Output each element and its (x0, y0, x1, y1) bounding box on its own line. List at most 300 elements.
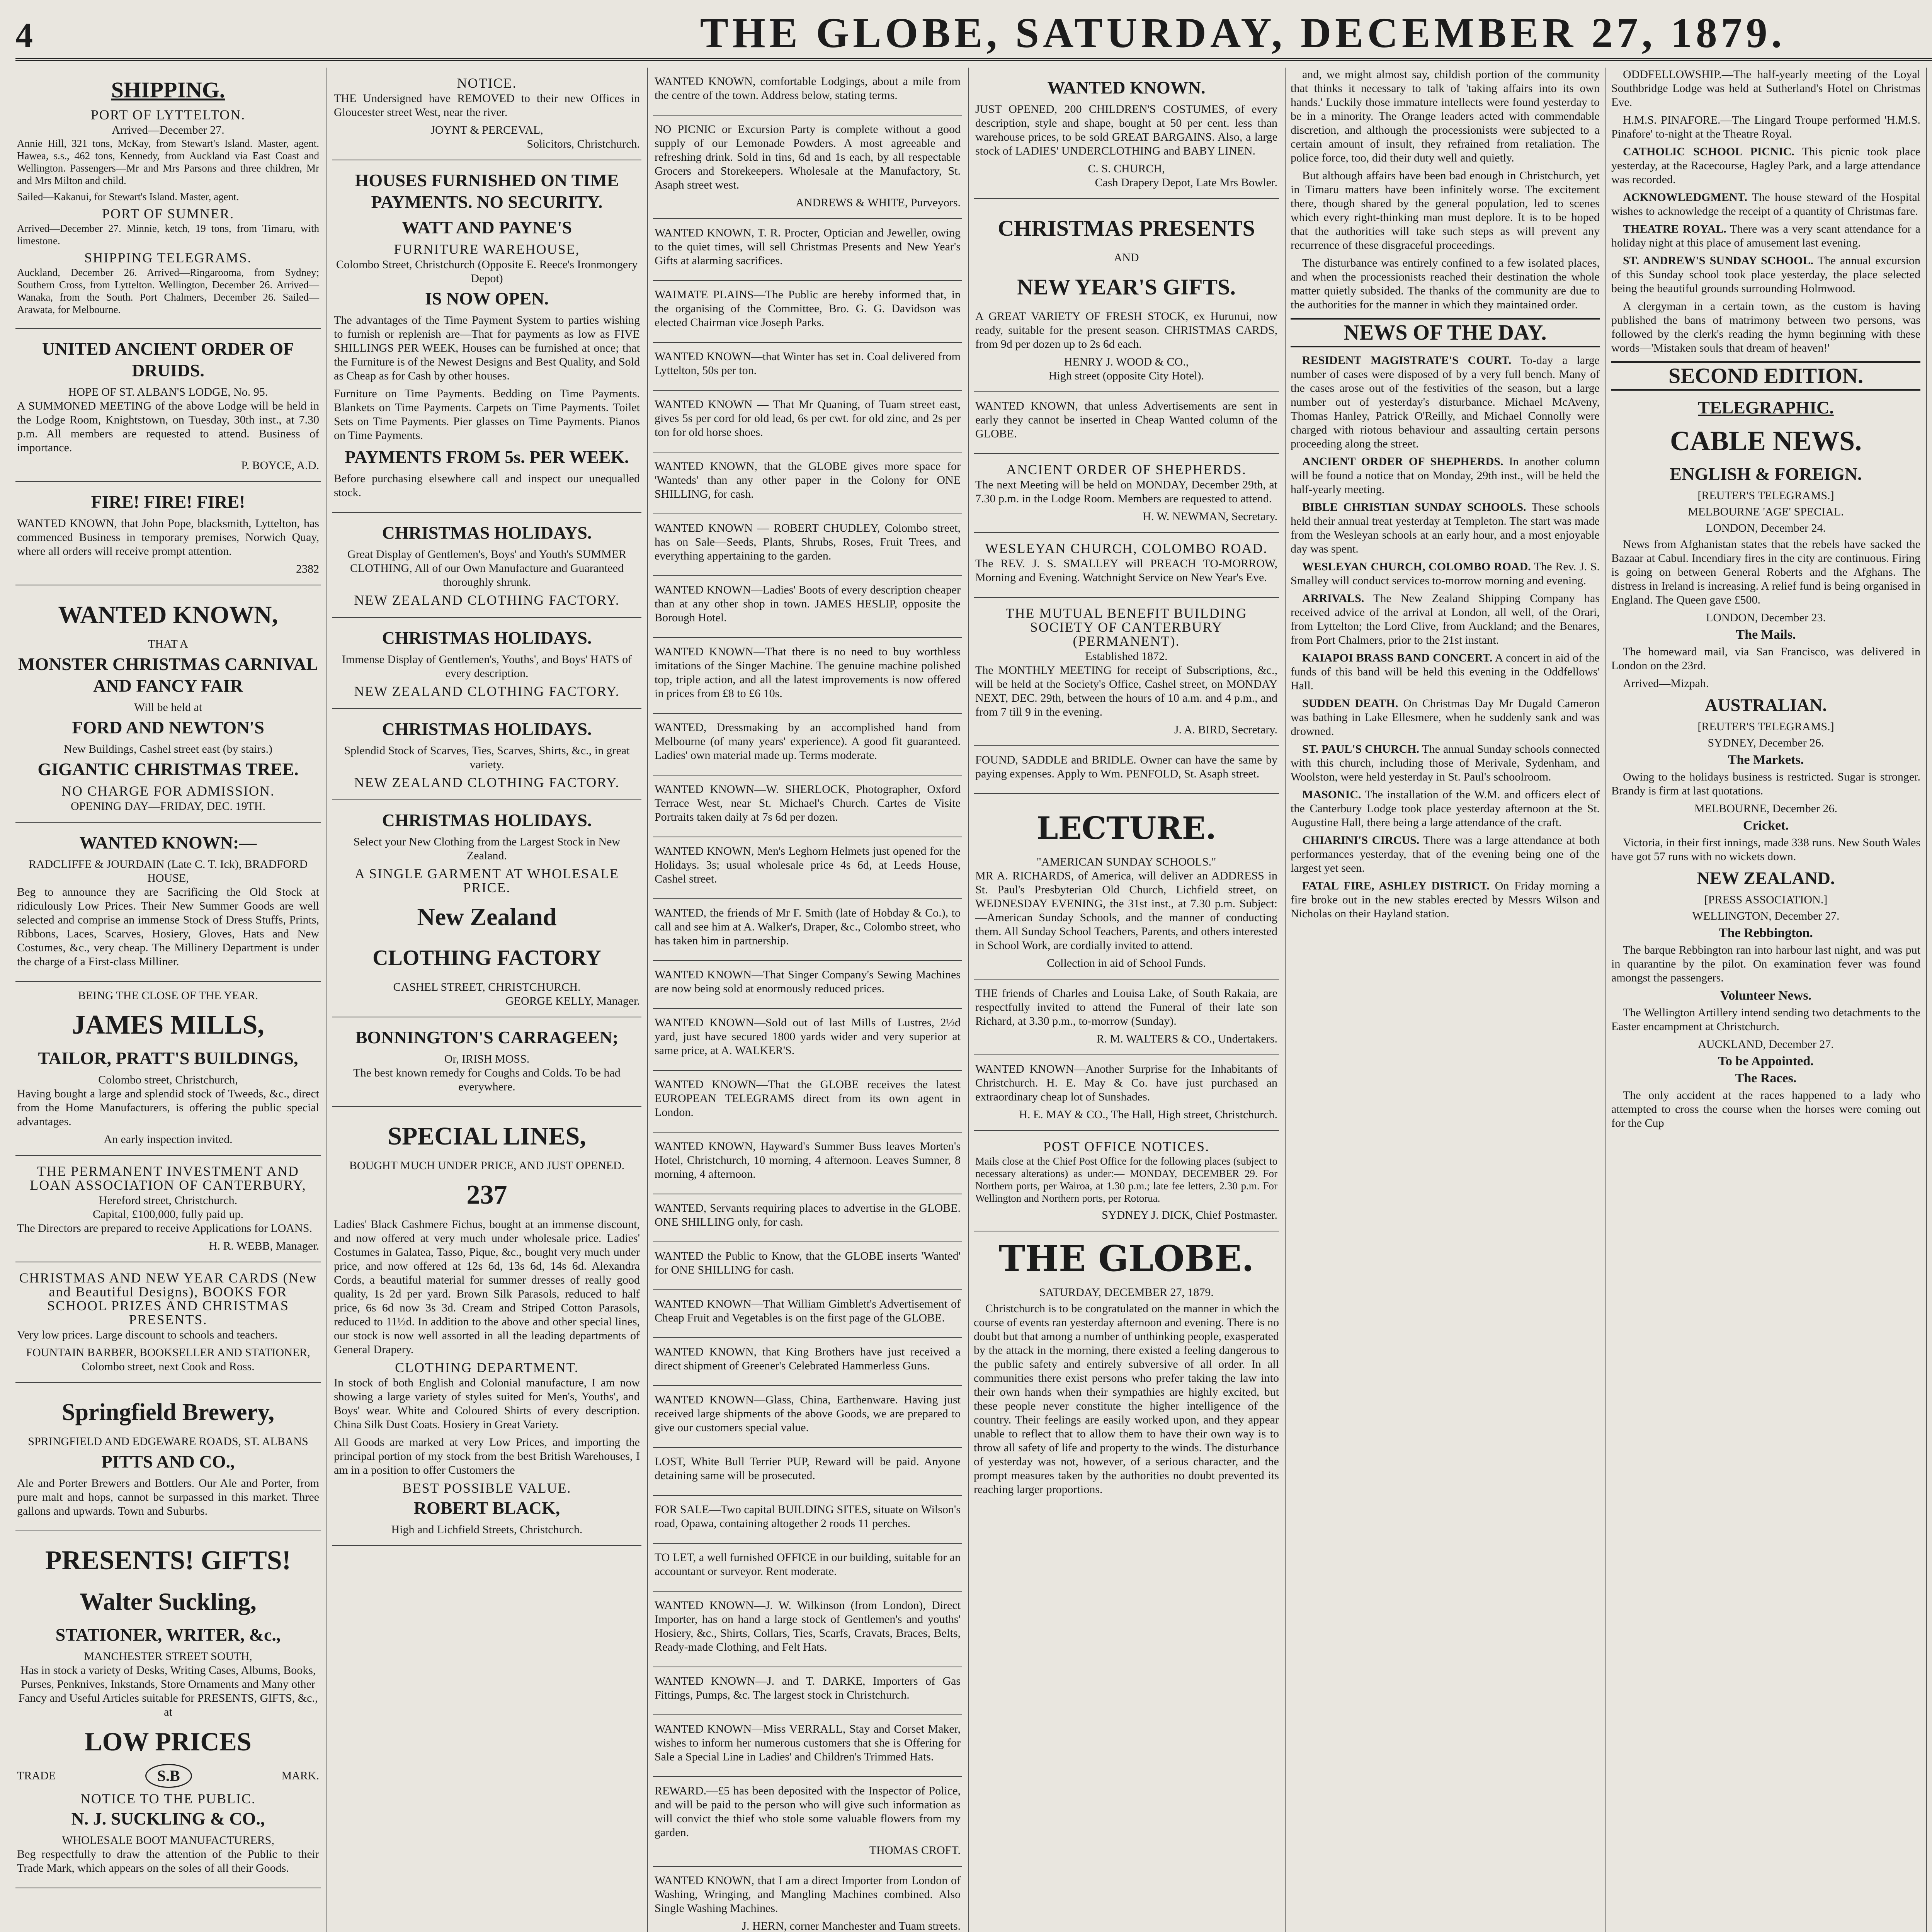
news-item-text: In another column will be found a notice that on Monday, 29th inst., will be held the half-yearly meeting. (1291, 455, 1600, 496)
wanted-glass (653, 1386, 962, 1448)
gifts-low-prices: LOW PRICES (85, 1727, 252, 1756)
wanted-globe-space (653, 452, 962, 514)
druids-lodge: HOPE OF ST. ALBAN'S LODGE, No. 95. (68, 386, 268, 398)
loan-text: The Directors are prepared to receive Applications for LOANS. (17, 1222, 312, 1235)
shepherds-ad (974, 454, 1279, 533)
black-text: All Goods are marked at very Low Prices, and importing the principal portion of my stock from the best British Warehouses, I am in a position to offer Customers the (334, 1436, 640, 1476)
clothing-text: In stock of both English and Colonial manufacture, I am now showing a large variety of styles suited for Men's, Youths', and Boys' wear. White and Coloured Shirts of every description. China Silk Dust Coats. Hosiery in Great Variety. (334, 1376, 640, 1431)
london-text: News from Afghanistan states that the rebels have sacked the Bazaar at Cabul. Incendiary fires in the city are continuous. Firing is going on between General Roberts and the Afghans. The distress in Ireland is increasing. A relief fund is being organised in England. The Queen gave £500. (1611, 538, 1920, 606)
wanted-public (653, 1242, 962, 1290)
black-name: ROBERT BLACK, (413, 1498, 560, 1518)
notice-text: THE Undersigned have REMOVED to their new Offices in Gloucester street West, near the river. (334, 92, 640, 119)
news-item (1291, 455, 1600, 497)
black-address: High and Lichfield Streets, Christchurch. (391, 1523, 583, 1536)
special-heading: SPECIAL LINES, (388, 1122, 586, 1150)
special-sub: BOUGHT MUCH UNDER PRICE, AND JUST OPENED. (349, 1159, 625, 1172)
cricket-heading: Cricket. (1743, 818, 1789, 833)
watt-payne-ad (332, 160, 641, 513)
sumner-text: Arrived—December 27. Minnie, ketch, 19 tons, from Timaru, with limestone. (17, 223, 319, 247)
column-5 (1291, 68, 1600, 1932)
for-sale-ad (653, 1496, 962, 1544)
watt-sub: FURNITURE WAREHOUSE, (394, 242, 580, 257)
news-item: ODDFELLOWSHIP.—The half-yearly meeting of the Loyal Southbridge Lodge was held at Sutherland's Hotel on Christmas Eve. (1611, 68, 1920, 109)
ad-text: WANTED KNOWN, Men's Leghorn Helmets just opened for the Holidays. 3s; usual wholesale price 4s 6d, at Leeds House, Cashel street. (655, 845, 961, 885)
column-6 (1611, 68, 1920, 1932)
church-costumes-ad (974, 68, 1279, 199)
news-item-text: The annual Sunday schools connected with this church, including those of Merivale, Sydenham, and Woolston, were held yesterday in St. Paul's schoolroom. (1291, 743, 1600, 783)
carnival-venue: FORD AND NEWTON'S (72, 718, 264, 737)
lecture-heading: LECTURE. (1036, 810, 1216, 846)
post-signature: SYDNEY J. DICK, Chief Postmaster. (1102, 1209, 1277, 1221)
suckling-text: Beg respectfully to draw the attention of the Public to their Trade Mark, which appears on the soles of all their Goods. (17, 1848, 319, 1874)
column-rule (647, 68, 648, 1932)
news-item-head: SUDDEN DEATH. (1302, 697, 1398, 710)
found-ad (974, 746, 1279, 794)
holidays-text-4: Select your New Clothing from the Largest Stock in New Zealand. (353, 835, 621, 862)
wk-firm-2: Cash Drapery Depot, Late Mrs Bowler. (1095, 176, 1277, 189)
news-item-head: CHIARINI'S CIRCUS. (1302, 834, 1420, 847)
mills-name: JAMES MILLS, (72, 1010, 264, 1040)
news-item (1611, 145, 1920, 187)
gifts-name: Walter Suckling, (80, 1588, 257, 1615)
shepherds-heading: ANCIENT ORDER OF SHEPHERDS. (1006, 462, 1247, 477)
carnival-opening: OPENING DAY—FRIDAY, DEC. 19TH. (71, 800, 265, 813)
ad-text: WANTED, Servants requiring places to advertise in the GLOBE. ONE SHILLING only, for cash. (655, 1202, 961, 1228)
fire-text: WANTED KNOWN, that John Pope, blacksmith, Lyttelton, has commenced Business in temporary premises, Norwich Quay, where all orders will receive prompt attention. (17, 517, 319, 558)
watt-list: Furniture on Time Payments. Bedding on Time Payments. Blankets on Time Payments. Carpets on Time Payments. Toilet Sets on Time Payments. Pier glasses on Time Payments. Pianos on Time Payments. (334, 387, 640, 442)
wanted-gimblett (653, 1290, 962, 1338)
nz-address: CASHEL STREET, CHRISTCHURCH. (393, 981, 581, 993)
wanted-singer (653, 638, 962, 714)
globe-editorial (974, 1238, 1279, 1497)
mills-text: Having bought a large and splendid stock of Tweeds, &c., direct from the Home Manufacturers, is offering the public special advantages. (17, 1087, 319, 1128)
holidays-ad-4 (332, 800, 641, 1017)
ad-text: WANTED KNOWN, T. R. Procter, Optician and Jeweller, owing to the quiet times, will sell Christmas Presents and New Year's Gifts at alarming sacrifices. (655, 226, 961, 267)
loan-capital: Capital, £100,000, fully paid up. (93, 1208, 243, 1221)
column-2 (332, 68, 641, 1932)
loan-heading: THE PERMANENT INVESTMENT AND LOAN ASSOCIATION OF CANTERBURY, (30, 1163, 306, 1193)
london-dateline-2: LONDON, December 23. (1706, 611, 1826, 624)
mills-address: Colombo street, Christchurch, (98, 1073, 238, 1086)
ad-text: TO LET, a well furnished OFFICE in our building, suitable for an accountant or surveyor. Rent moderate. (655, 1551, 961, 1578)
wanted-chudley (653, 514, 962, 576)
watt-call: Before purchasing elsewhere call and inspect our unequalled stock. (334, 472, 640, 499)
news-item (1291, 651, 1600, 693)
holidays-ad-1 (332, 513, 641, 618)
james-mills-ad (15, 982, 321, 1156)
ad-text: WANTED KNOWN—Ladies' Boots of every description cheaper than at any other shop in town. JAMES HESLIP, opposite the Borough Hotel. (655, 583, 961, 624)
mutual-established: Established 1872. (1085, 650, 1168, 663)
mills-inspection: An early inspection invited. (104, 1133, 233, 1146)
wanted-surprise (974, 1055, 1279, 1131)
races-text: The only accident at the races happened to a lady who attempted to cross the course when the horses were coming out for the Cup (1611, 1089, 1920, 1129)
column-1 (15, 68, 321, 1932)
reuters: [REUTER'S TELEGRAMS.] (1697, 489, 1834, 502)
page-number: 4 (15, 16, 33, 54)
news-item (1291, 833, 1600, 875)
news-item-head: WESLEYAN CHURCH, COLOMBO ROAD. (1302, 560, 1531, 573)
carrageen-sub: Or, IRISH MOSS. (444, 1053, 530, 1065)
masthead (15, 8, 1932, 61)
ad-text: WANTED KNOWN—Glass, China, Earthenware. Having just received large shipments of the above Goods, we are prepared to give our customers special value. (655, 1393, 961, 1434)
wanted-procter (653, 219, 962, 281)
ad-text: NO PICNIC or Excursion Party is complete without a good supply of our Lemonade Powders. A most agreeable and refreshing drink. Sold in tins, 6d and 1s each, by all respectable Grocers and Storekeepers. Wholesale at the Manufactory, St. Asaph street west. (655, 123, 961, 191)
xmas-heading: CHRISTMAS PRESENTS (998, 216, 1255, 241)
column-rule (1605, 68, 1606, 1932)
removal-notice (332, 68, 641, 160)
single-garment: A SINGLE GARMENT AT WHOLESALE PRICE. (354, 866, 619, 895)
news-item-head: THEATRE ROYAL. (1623, 223, 1726, 235)
holidays-heading: CHRISTMAS HOLIDAYS. (382, 810, 592, 830)
nz-clothing-factory: NEW ZEALAND CLOTHING FACTORY. (354, 592, 620, 608)
ad-text: WANTED KNOWN — ROBERT CHUDLEY, Colombo street, has on Sale—Seeds, Plants, Shrubs, Roses, Fruit Trees, and everything appertaining to the garden. (655, 522, 961, 562)
news-item (1291, 879, 1600, 921)
masthead-title: THE GLOBE, SATURDAY, DECEMBER 27, 1879. (700, 9, 1786, 56)
watt-address: Colombo Street, Christchurch (Opposite E. Reece's Ironmongery Depot) (336, 258, 638, 285)
ad-text: WANTED, Dressmaking by an accomplished hand from Melbourne (of many years' experience). A good fit guaranteed. Ladies' own material made up. Terms moderate. (655, 721, 961, 762)
globe-date: SATURDAY, DECEMBER 27, 1879. (1039, 1286, 1214, 1299)
nz-clothing-factory: NEW ZEALAND CLOTHING FACTORY. (354, 775, 620, 790)
news-item-head: BIBLE CHRISTIAN SUNDAY SCHOOLS. (1302, 501, 1526, 514)
waimate-plains (653, 281, 962, 343)
wanted-early (974, 392, 1279, 454)
news-of-the-day-heading: NEWS OF THE DAY. (1291, 318, 1600, 347)
holidays-ad-3 (332, 709, 641, 800)
ad-text: WANTED KNOWN—That William Gimblett's Advertisement of Cheap Fruit and Vegetables is on the first page of the GLOBE. (655, 1298, 961, 1324)
news-item-head: KAIAPOI BRASS BAND CONCERT. (1302, 651, 1493, 664)
holidays-heading: CHRISTMAS HOLIDAYS. (382, 523, 592, 543)
funeral-notice (974, 980, 1279, 1055)
markets-text: Owing to the holidays business is restricted. Sugar is stronger. Brandy is firm at last quotations. (1611, 770, 1920, 797)
wesleyan-heading: WESLEYAN CHURCH, COLOMBO ROAD. (985, 541, 1268, 556)
wellington-dateline: WELLINGTON, December 27. (1692, 910, 1840, 922)
news-item (1611, 222, 1920, 250)
xmas-and: AND (1114, 251, 1139, 264)
wk-firm: C. S. CHURCH, (1088, 162, 1165, 175)
wk-text: JUST OPENED, 200 CHILDREN'S COSTUMES, of every description, style and shape, bought at 50 per cent. less than warehouse prices, to be sold GREAT BARGAINS. Also, a large stock of LADIES' UNDERCLOTHING and BABY LINEN. (975, 103, 1277, 157)
news-item-head: FATAL FIRE, ASHLEY DISTRICT. (1302, 879, 1490, 892)
wanted-sewing (653, 961, 962, 1009)
nz-heading: NEW ZEALAND. (1697, 868, 1835, 888)
bradford-house-ad (15, 823, 321, 982)
holidays-text-2: Immense Display of Gentlemen's, Youths', and Boys' HATS of every description. (342, 653, 632, 680)
trade-mark-right: MARK. (281, 1769, 319, 1782)
carrageen-heading: BONNINGTON'S CARRAGEEN; (355, 1027, 619, 1047)
druids-heading: UNITED ANCIENT ORDER OF DRUIDS. (42, 339, 294, 380)
appointed-heading: To be Appointed. (1718, 1054, 1814, 1068)
brewery-ad (15, 1383, 321, 1531)
notice-public: NOTICE TO THE PUBLIC. (80, 1791, 256, 1806)
surprise-text: WANTED KNOWN—Another Surprise for the Inhabitants of Christchurch. H. E. May & Co. have just purchased an extraordinary cheap lot of Sunshades. (975, 1063, 1277, 1103)
holidays-ad-2 (332, 618, 641, 709)
ad-text: WANTED KNOWN—That the GLOBE receives the latest EUROPEAN TELEGRAMS direct from its own agent in London. (655, 1078, 961, 1119)
special-number: 237 (466, 1180, 507, 1210)
carnival-ad (15, 585, 321, 823)
column-rule (1285, 68, 1286, 1932)
news-item (1291, 354, 1600, 451)
carnival-heading: WANTED KNOWN, (58, 601, 278, 628)
carnival-tree: GIGANTIC CHRISTMAS TREE. (37, 759, 299, 779)
news-item-text: There was a large attendance at both performances yesterday, that of the evening being one of the largest yet seen. (1291, 834, 1600, 874)
ad-text: WANTED KNOWN—Miss VERRALL, Stay and Corset Maker, wishes to inform her numerous customers that she is Offering for Sale a Special Line in Ladies' and Children's Trimmed Hats. (655, 1723, 961, 1763)
news-item-text: On Christmas Day Mr Dugald Cameron was bathing in Lake Ellesmere, when he suddenly sank and was drowned. (1291, 697, 1600, 738)
ad-text: WANTED KNOWN—J. and T. DARKE, Importers of Gas Fittings, Pumps, &c. The largest stock in Christchurch. (655, 1675, 961, 1701)
column-3 (653, 68, 962, 1932)
nz-clothing-factory: NEW ZEALAND CLOTHING FACTORY. (354, 684, 620, 699)
surprise-signature: H. E. MAY & CO., The Hall, High street, Christchurch. (1019, 1108, 1277, 1121)
news-item-text: The Rev. J. S. Smalley will conduct services to-morrow morning and evening. (1291, 560, 1600, 587)
watt-open: IS NOW OPEN. (425, 289, 549, 308)
ad-text: WANTED KNOWN — That Mr Quaning, of Tuam street east, gives 5s per cord for old lead, 6s per cwt. for old zinc, and 2s per ton for old horse shoes. (655, 398, 961, 439)
ad-text: WANTED KNOWN, comfortable Lodgings, about a mile from the centre of the town. Address below, stating terms. (655, 75, 961, 102)
wanted-quaning (653, 391, 962, 452)
ad-signature: THOMAS CROFT. (869, 1844, 961, 1857)
telegraphic-heading: TELEGRAPHIC. (1698, 398, 1834, 417)
carrageen-ad (332, 1017, 641, 1107)
london-dateline: LONDON, December 24. (1706, 522, 1826, 534)
gifts-trade: STATIONER, WRITER, &c., (55, 1625, 281, 1645)
bradford-firm: RADCLIFFE & JOURDAIN (Late C. T. Ick), BRADFORD HOUSE, (28, 858, 308, 884)
ad-text: FOR SALE—Two capital BUILDING SITES, situate on Wilson's road, Opawa, containing altogether 2 roods 11 perches. (655, 1503, 961, 1530)
news-item (1291, 560, 1600, 588)
notice-sub: Solicitors, Christchurch. (527, 138, 640, 150)
lecture-text: MR A. RICHARDS, of America, will deliver an ADDRESS in St. Paul's Presbyterian Old Church, Lichfield street, on WEDNESDAY EVENING, the 31st inst., at 7.30 p.m. Subject:—American Sunday Schools, and the manner of conducting them. All Sunday School Teachers, Parents, and others interested in School Work, are cordially invited to attend. (975, 869, 1277, 952)
news-item-text: The New Zealand Shipping Company has received advice of the arrival at London, all well, of the Orari, from Lyttelton; the Lord Clive, from Auckland; and the Benares, from Port Chalmers, prior to the 21st instant. (1291, 592, 1600, 646)
press-association: [PRESS ASSOCIATION.] (1704, 893, 1828, 906)
loan-signature: H. R. WEBB, Manager. (209, 1240, 319, 1252)
watt-text: The advantages of the Time Payment System to parties wishing to furnish or replenish are—That for payments as low as FIVE SHILLINGS PER WEEK, Houses can be furnished at once; that the Furniture is of the Newest Designs and Best Quality, and Sold as Cheap as for Cash by other houses. (334, 314, 640, 382)
rebbington-text: The barque Rebbington ran into harbour last night, and was put in quarantine by the pilot. On examination fever was found amongst the passengers. (1611, 944, 1920, 984)
editorial-continued-2: But although affairs have been bad enough in Christchurch, yet in Timaru matters have been infinitely worse. The excitement there, though shared by the general population, led to scenes which every right-thinking man must deplore. It is to be hoped that the authorities will take such steps as will prevent any recurrence of these disgraceful proceedings. (1291, 169, 1600, 252)
black-best: BEST POSSIBLE VALUE. (402, 1480, 571, 1496)
port-lyttelton: PORT OF LYTTELTON. (90, 107, 246, 122)
ad-text: WANTED KNOWN, Hayward's Summer Buss leaves Morten's Hotel, Christchurch, 10 morning, 4 afternoon. Leaves Sumner, 8 morning, 4 afternoon. (655, 1140, 961, 1180)
news-item-text: To-day a large number of cases were disposed of by a very full bench. Many of the cases arose out of the festivities of the season, but a large number out of yesterday's disturbance. Michael McAveny, Thomas Hanley, Patrick O'Reilly, and Michael Connolly were charged with riotous behaviour and assaulting certain persons proceeding along the street. (1291, 354, 1600, 450)
christmas-cards-ad (15, 1262, 321, 1383)
carnival-venue-address: New Buildings, Cashel street east (by stairs.) (64, 743, 272, 755)
wanted-sherlock (653, 776, 962, 837)
news-item: A clergyman in a certain town, as the custom is having published the bans of matrimony between two persons, was followed by the clerk's reading the hymn beginning with these words—'Mistaken souls that dream of heaven!' (1611, 300, 1920, 354)
news-item-head: ST. ANDREW'S SUNDAY SCHOOL. (1623, 254, 1814, 267)
carnival-title: MONSTER CHRISTMAS CARNIVAL AND FANCY FAIR (18, 654, 318, 696)
wanted-lustres (653, 1009, 962, 1071)
brewery-address: SPRINGFIELD AND EDGEWARE ROADS, ST. ALBANS (28, 1435, 308, 1448)
clothing-department: CLOTHING DEPARTMENT. (395, 1360, 579, 1375)
news-item-text: The house steward of the Hospital wishes to acknowledge the receipt of a quantity of Christmas fare. (1611, 191, 1920, 218)
news-item-head: ARRIVALS. (1302, 592, 1364, 605)
druids-ad (15, 329, 321, 482)
mutual-heading: THE MUTUAL BENEFIT BUILDING SOCIETY OF CANTERBURY (PERMANENT). (1005, 605, 1247, 649)
mails-text: The homeward mail, via San Francisco, was delivered in London on the 23rd. (1611, 645, 1920, 672)
post-heading: POST OFFICE NOTICES. (1043, 1139, 1210, 1154)
xmas-address: High street (opposite City Hotel). (1048, 369, 1204, 382)
fire-heading: FIRE! FIRE! FIRE! (91, 492, 245, 512)
melbourne-dateline: MELBOURNE, December 26. (1694, 802, 1837, 815)
news-item (1611, 254, 1920, 296)
ad-text: WANTED KNOWN—Sold out of last Mills of Lustres, 2½d yard, just have secured 1800 yards wider and very superior at same price, at A. WALKER'S. (655, 1016, 961, 1057)
news-item-head: ANCIENT ORDER OF SHEPHERDS. (1302, 455, 1503, 468)
brewery-firm: PITTS AND CO., (101, 1452, 235, 1471)
to-let-ad (653, 1544, 962, 1592)
wk-heading: WANTED KNOWN. (1047, 78, 1206, 97)
wanted-ladies-boots (653, 576, 962, 638)
holidays-text-1: Great Display of Gentlemen's, Boys' and Youth's SUMMER CLOTHING, All of our Own Manufacture and Guaranteed thoroughly shrunk. (347, 548, 627, 588)
wanted-friends (653, 899, 962, 961)
wanted-washing (653, 1867, 962, 1932)
trade-mark (17, 1764, 319, 1788)
christmas-presents-ad (974, 199, 1279, 392)
cable-sub: ENGLISH & FOREIGN. (1670, 464, 1862, 484)
ad-text: WANTED KNOWN—that Winter has set in. Coal delivered from Lyttelton, 50s per ton. (655, 350, 961, 377)
volunteer-heading: Volunteer News. (1720, 988, 1812, 1003)
xmas-new: NEW YEAR'S GIFTS. (1017, 274, 1236, 299)
races-heading: The Races. (1735, 1071, 1797, 1085)
brewery-text: Ale and Porter Brewers and Bottlers. Our Ale and Porter, from pure malt and hops, cannot be surpassed in this market. Three gallons and upwards. Town and Suburbs. (17, 1477, 319, 1517)
nz-factory: CLOTHING FACTORY (372, 946, 601, 970)
notice-firm: JOYNT & PERCEVAL, (430, 124, 543, 136)
mutual-benefit-ad (974, 598, 1279, 746)
wanted-coal (653, 343, 962, 391)
carnival-admission: NO CHARGE FOR ADMISSION. (61, 783, 275, 799)
news-item-head: MASONIC. (1302, 788, 1361, 801)
wanted-helmets (653, 837, 962, 899)
ad-text: WANTED KNOWN, that the GLOBE gives more space for 'Wanteds' than any other paper in the Colony for ONE SHILLING, for cash. (655, 460, 961, 500)
news-item-head: ACKNOWLEDGMENT. (1623, 191, 1747, 204)
news-item-head: RESIDENT MAGISTRATE'S COURT. (1302, 354, 1512, 367)
reward-ad (653, 1777, 962, 1867)
druids-text: A SUMMONED MEETING of the above Lodge will be held in the Lodge Room, Knightstown, on Tuesday, 30th inst., at 7.30 p.m. All members are requested to attend. Business of importance. (17, 400, 319, 454)
fire-ad (15, 482, 321, 585)
funeral-text: THE friends of Charles and Louisa Lake, of South Rakaia, are respectfully invited to attend the Funeral of their late son Richard, at 3.30 p.m., to-morrow (Sunday). (975, 987, 1277, 1027)
port-sumner: PORT OF SUMNER. (102, 206, 235, 221)
column-rule (1926, 68, 1927, 1932)
wesleyan-text: The REV. J. S. SMALLEY will PREACH TO-MORROW, Morning and Evening. Watchnight Service on New Year's Eve. (975, 557, 1277, 584)
ad-signature: ANDREWS & WHITE, Purveyors. (796, 196, 961, 209)
carrageen-text: The best known remedy for Coughs and Colds. To be had everywhere. (353, 1066, 621, 1093)
ad-text: FOUND, SADDLE and BRIDLE. Owner can have the same by paying expenses. Apply to Wm. PENFOLD, St. Asaph street. (975, 753, 1277, 780)
cards-text: Very low prices. Large discount to schools and teachers. (17, 1328, 278, 1341)
ad-text: WAIMATE PLAINS—The Public are hereby informed that, in the organising of the Committee, Bro. G. G. Davidson was elected Chairman vice Joseph Parks. (655, 288, 961, 329)
post-office-notices (974, 1131, 1279, 1231)
news-item (1291, 592, 1600, 647)
arrived-text: Annie Hill, 321 tons, McKay, from Stewart's Island. Master, agent. Hawea, s.s., 462 tons, Kennedy, from Auckland via East Coast and Wellington. Passengers—Mr and Mrs Parsons and three children, Mr and Mrs Milton and child. (17, 138, 319, 186)
houses-text: HOUSES FURNISHED ON TIME PAYMENTS. NO SECURITY. (355, 170, 619, 212)
gifts-text: Has in stock a variety of Desks, Writing Cases, Albums, Books, Purses, Penknives, Inkstands, Store Ornaments and Many other Fancy and Useful Articles suitable for PRESENTS, GIFTS, &c., at (18, 1664, 318, 1718)
wanted-king-brothers (653, 1338, 962, 1386)
trade-mark-logo: S.B (145, 1764, 192, 1788)
wanted-telegrams (653, 1071, 962, 1133)
mails-heading: The Mails. (1736, 628, 1796, 642)
xmas-firm: HENRY J. WOOD & CO., (1064, 355, 1189, 368)
nz-heading: New Zealand (417, 903, 557, 930)
ad-signature: J. HERN, corner Manchester and Tuam streets. (742, 1920, 961, 1932)
news-item: H.M.S. PINAFORE.—The Lingard Troupe performed 'H.M.S. Pinafore' to-night at the Theatre Royal. (1611, 114, 1920, 140)
ad-text: WANTED KNOWN, that I am a direct Importer from London of Washing, Wringing, and Mangling Machines combined. Also Single Washing Machines. (655, 1874, 961, 1915)
holidays-text-3: Splendid Stock of Scarves, Ties, Scarves, Shirts, &c., in great variety. (344, 744, 630, 771)
shepherds-text: The next Meeting will be held on MONDAY, December 29th, at 7.30 p.m. in the Lodge Room. Members are requested to attend. (975, 478, 1277, 505)
ad-text: WANTED KNOWN—J. W. Wilkinson (from London), Direct Importer, has on hand a large stock of Gentlemen's and youths' Hosiery, &c., Shirts, Collars, Ties, Scarfs, Cravats, Braces, Belts, Ready-made Clothing, and Felt Hats. (655, 1599, 961, 1653)
wanted-wilkinson (653, 1592, 962, 1667)
bradford-heading: WANTED KNOWN:— (79, 833, 257, 852)
news-item-text: A concert in aid of the funds of this band will be held this evening in the Oddfellows' Hall. (1291, 651, 1600, 692)
shepherds-signature: H. W. NEWMAN, Secretary. (1143, 510, 1277, 523)
carnival-held: Will be held at (134, 701, 202, 714)
special-text: Ladies' Black Cashmere Fichus, bought at an immense discount, and now offered at very much under wholesale price. Ladies' Costumes in Galatea, Tasso, Pique, &c., bought very much under price, and now offered at 12s 6d, 13s 6d, 14s 6d. Alexandra Cords, a beautiful material for summer dresses of really good quality, 1s 2d per yard. Brown Silk Parasols, reduced to half price, 6s 6d now 3s 3d. Cream and Striped Cotton Parasols, reduced to 11½d. In addition to the above and other special lines, our stock is now well assorted in all the leading departments of General Drapery. (334, 1218, 640, 1356)
shipping-section (15, 68, 321, 329)
cricket-text: Victoria, in their first innings, made 338 runs. New South Wales have got 57 runs with no wickets down. (1611, 836, 1920, 863)
wanted-verrall (653, 1715, 962, 1777)
ad-number: 2382 (296, 563, 319, 575)
news-item-text: On Friday morning a fire broke out in the new stables erected by Messrs Wilson and Nicholas on their Hayland station. (1291, 879, 1600, 920)
watt-from: PAYMENTS FROM 5s. PER WEEK. (345, 447, 629, 467)
holidays-heading: CHRISTMAS HOLIDAYS. (382, 719, 592, 739)
lecture-ad (974, 794, 1279, 980)
robert-black-ad (332, 1107, 641, 1546)
gifts-heading: PRESENTS! GIFTS! (45, 1546, 291, 1575)
news-item-text: These schools held their annual treat yesterday at Templeton. The start was made from the Wesleyan schools at an early hour, and a most enjoyable day was spent. (1291, 501, 1600, 555)
bradford-text: Beg to announce they are Sacrificing the Old Stock at ridiculously Low Prices. Their New Summer Goods are well selected and comprise an immense Stock of Dress Stuffs, Prints, Ribbons, Laces, Scarves, Hosiery, Gloves, Hats and New Costumes, &c., very cheap. The Millinery Department is under the charge of a First-class Milliner. (17, 886, 319, 968)
editorial-continued-1: and, we might almost say, childish portion of the community that thinks it necessary to talk of 'taking affairs into its own hands.' Luckily those immature intellects were found yesterday to be in a minority. The Orange leaders acted with commendable discretion, and although the processionists were subjected to a certain amount of insult, they refrained from retaliation. The police force, too, did their duty well and quietly. (1291, 68, 1600, 164)
mills-trade: TAILOR, PRATT'S BUILDINGS, (38, 1048, 298, 1068)
post-text: Mails close at the Chief Post Office for the following places (subject to necessary alterations) as under:— MONDAY, DECEMBER 29. For Northern ports, per Wairoa, at 1.30 p.m.; late fee letters, 2.30 p.m. For Wellington and Northern ports, per Rotorua. (975, 1155, 1277, 1204)
lecture-collection: Collection in aid of School Funds. (1047, 957, 1206, 969)
sydney-dateline: SYDNEY, December 26. (1708, 736, 1824, 749)
ad-text: WANTED KNOWN, that unless Advertisements are sent in early they cannot be inserted in Cheap Wanted column of the GLOBE. (975, 400, 1277, 440)
wanted-lodgings (653, 68, 962, 116)
australian-heading: AUSTRALIAN. (1705, 695, 1827, 715)
ad-text: WANTED, the friends of Mr F. Smith (late of Hobday & Co.), to call and see him at A. Walker's, Draper, &c., Colombo street, who has taken him in partnership. (655, 906, 961, 947)
melbourne-age: MELBOURNE 'AGE' SPECIAL. (1688, 505, 1844, 518)
notice-heading: NOTICE. (457, 75, 517, 91)
wanted-servants (653, 1194, 962, 1242)
loan-address: Hereford street, Christchurch. (99, 1194, 238, 1207)
nz-manager: GEORGE KELLY, Manager. (505, 995, 640, 1007)
sailed-text: Sailed—Kakanui, for Stewart's Island. Master, agent. (17, 191, 239, 202)
holidays-heading: CHRISTMAS HOLIDAYS. (382, 628, 592, 648)
ad-text: WANTED the Public to Know, that the GLOBE inserts 'Wanted' for ONE SHILLING for cash. (655, 1250, 961, 1276)
ad-text: WANTED KNOWN—That Singer Company's Sewing Machines are now being sold at enormously reduced prices. (655, 968, 961, 995)
ad-text: LOST, White Bull Terrier PUP, Reward will be paid. Anyone detaining same will be prosecuted. (655, 1455, 961, 1482)
news-item-text: This picnic took place yesterday, at the Racecourse, Hagley Park, and a large attendance was recorded. (1611, 145, 1920, 186)
news-item (1291, 788, 1600, 830)
ad-text: WANTED KNOWN—That there is no need to buy worthless imitations of the Singer Machine. The genuine machine polished top, triple action, and all the latest improvements is now offered in prices from £8 to £6 10s. (655, 645, 961, 700)
druids-signature: P. BOYCE, A.D. (241, 459, 319, 472)
globe-heading: THE GLOBE. (998, 1238, 1254, 1279)
column-4 (974, 68, 1279, 1932)
gifts-address: MANCHESTER STREET SOUTH, (84, 1650, 252, 1663)
wesleyan-ad (974, 533, 1279, 598)
arrived-label: Arrived—December 27. (112, 124, 224, 136)
brewery-heading: Springfield Brewery, (62, 1399, 274, 1425)
loan-association-ad (15, 1156, 321, 1262)
cards-firm: FOUNTAIN BARBER, BOOKSELLER AND STATIONER, Colombo street, next Cook and Ross. (26, 1346, 310, 1373)
watt-heading: WATT AND PAYNE'S (401, 218, 572, 237)
lost-ad (653, 1448, 962, 1496)
wanted-hayward (653, 1133, 962, 1194)
globe-text: Christchurch is to be congratulated on the manner in which the course of events ran yesterday afternoon and evening. There is no doubt but that among a number of unthinking people, exasperated by the attack in the morning, there existed a feeling dangerous to the public safety and entirely subversive of all order. In all communities there exist persons who prefer taking the law into their own hands when their sympathies are highly excited, but these people never constitute the higher intelligence of the country. Their feelings are easily worked upon, and they appear unable to reflect that to allow them to have their own way is to throw all safety of life and property to the winds. The disturbance of yesterday was not, however, of a serious character, and the prompt measures taken by the authorities no doubt prevented its reaching larger proportions. (974, 1302, 1279, 1496)
suckling-firm: N. J. SUCKLING & CO., (71, 1809, 265, 1828)
news-item (1291, 697, 1600, 738)
mutual-signature: J. A. BIRD, Secretary. (1174, 723, 1277, 736)
shipping-telegrams-text: Auckland, December 26. Arrived—Ringarooma, from Sydney; Southern Cross, from Lyttelton. Wellington, December 26. Arrived—Wanaka, from the South. Port Chalmers, December 26. Sailed—Arawata, for Melbourne. (17, 267, 319, 315)
second-edition-heading: SECOND EDITION. (1611, 361, 1920, 391)
shipping-telegrams-heading: SHIPPING TELEGRAMS. (84, 250, 252, 265)
volunteer-text: The Wellington Artillery intend sending two detachments to the Easter encampment at Christchurch. (1611, 1006, 1920, 1033)
mutual-text: The MONTHLY MEETING for receipt of Subscriptions, &c., will be held at the Society's Office, Cashel street, on MONDAY NEXT, DEC. 29th, between the hours of 10 a.m. and 4 p.m., and from 7 till 9 in the evening. (975, 664, 1277, 718)
markets-heading: The Markets. (1728, 753, 1804, 767)
news-item-text: The installation of the W.M. and officers elect of the Canterbury Lodge took place yesterday afternoon at the St. Augustine Hall, there being a large attendance of the craft. (1291, 788, 1600, 829)
australian-sub: [REUTER'S TELEGRAMS.] (1697, 720, 1834, 733)
